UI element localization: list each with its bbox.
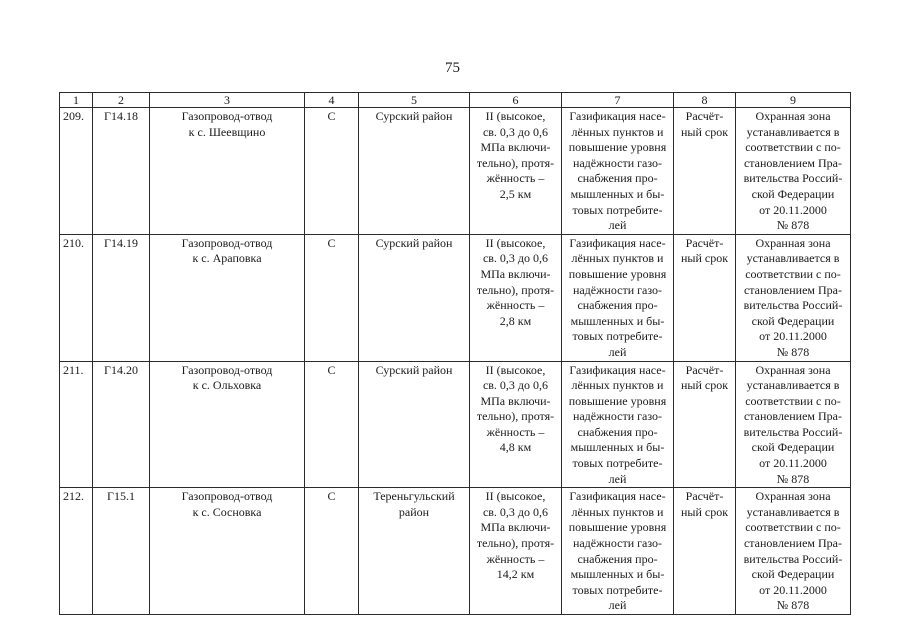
district: Сурский район [359,108,470,235]
row-number: 212. [60,488,93,615]
characteristics: II (высокое, св. 0,3 до 0,6 МПа включи- тельно), протя- жённость – 14,2 км [470,488,562,615]
page-number: 75 [445,60,460,76]
row-number: 210. [60,234,93,361]
column-number: 4 [305,93,359,108]
column-number: 5 [359,93,470,108]
purpose: Газификация насе- лённых пунктов и повышение уровня надёжности газо- снабжения про- мышленных и бы- товых потребите- лей [562,361,674,488]
district: Сурский район [359,234,470,361]
column-number: 8 [674,93,736,108]
row-number: 211. [60,361,93,488]
purpose: Газификация насе- лённых пунктов и повышение уровня надёжности газо- снабжения про- мышленных и бы- товых потребите- лей [562,234,674,361]
table-row [60,488,851,615]
row-number: 209. [60,108,93,235]
object-code: Г15.1 [93,488,150,615]
district: Тереньгульский район [359,488,470,615]
object-name: Газопровод-отвод к с. Араповка [150,234,305,361]
implementation-term: Расчёт- ный срок [674,361,736,488]
object-status: С [305,488,359,615]
purpose: Газификация насе- лённых пунктов и повышение уровня надёжности газо- снабжения про- мышленных и бы- товых потребите- лей [562,108,674,235]
table-row [60,234,851,361]
object-status: С [305,361,359,488]
column-number: 6 [470,93,562,108]
object-status: С [305,234,359,361]
protection-zone: Охранная зона устанавливается в соответствии с по- становлением Пра- вительства Россий- ской Федерации от 20.11.2000 № 878 [736,108,851,235]
table-row [60,361,851,488]
column-number: 3 [150,93,305,108]
implementation-term: Расчёт- ный срок [674,108,736,235]
gas-pipeline-table [59,92,851,615]
object-code: Г14.18 [93,108,150,235]
object-name: Газопровод-отвод к с. Шеевщино [150,108,305,235]
implementation-term: Расчёт- ный срок [674,488,736,615]
column-number: 7 [562,93,674,108]
characteristics: II (высокое, св. 0,3 до 0,6 МПа включи- тельно), протя- жённость – 2,5 км [470,108,562,235]
characteristics: II (высокое, св. 0,3 до 0,6 МПа включи- тельно), протя- жённость – 2,8 км [470,234,562,361]
column-number: 1 [60,93,93,108]
table-row [60,108,851,235]
district: Сурский район [359,361,470,488]
object-status: С [305,108,359,235]
object-code: Г14.19 [93,234,150,361]
column-number: 2 [93,93,150,108]
column-number: 9 [736,93,851,108]
purpose: Газификация насе- лённых пунктов и повышение уровня надёжности газо- снабжения про- мышленных и бы- товых потребите- лей [562,488,674,615]
object-name: Газопровод-отвод к с. Ольховка [150,361,305,488]
implementation-term: Расчёт- ный срок [674,234,736,361]
characteristics: II (высокое, св. 0,3 до 0,6 МПа включи- тельно), протя- жённость – 4,8 км [470,361,562,488]
object-name: Газопровод-отвод к с. Сосновка [150,488,305,615]
protection-zone: Охранная зона устанавливается в соответствии с по- становлением Пра- вительства Россий- ской Федерации от 20.11.2000 № 878 [736,361,851,488]
protection-zone: Охранная зона устанавливается в соответствии с по- становлением Пра- вительства Россий- ской Федерации от 20.11.2000 № 878 [736,488,851,615]
object-code: Г14.20 [93,361,150,488]
column-number-row [60,93,851,108]
protection-zone: Охранная зона устанавливается в соответствии с по- становлением Пра- вительства Россий- ской Федерации от 20.11.2000 № 878 [736,234,851,361]
